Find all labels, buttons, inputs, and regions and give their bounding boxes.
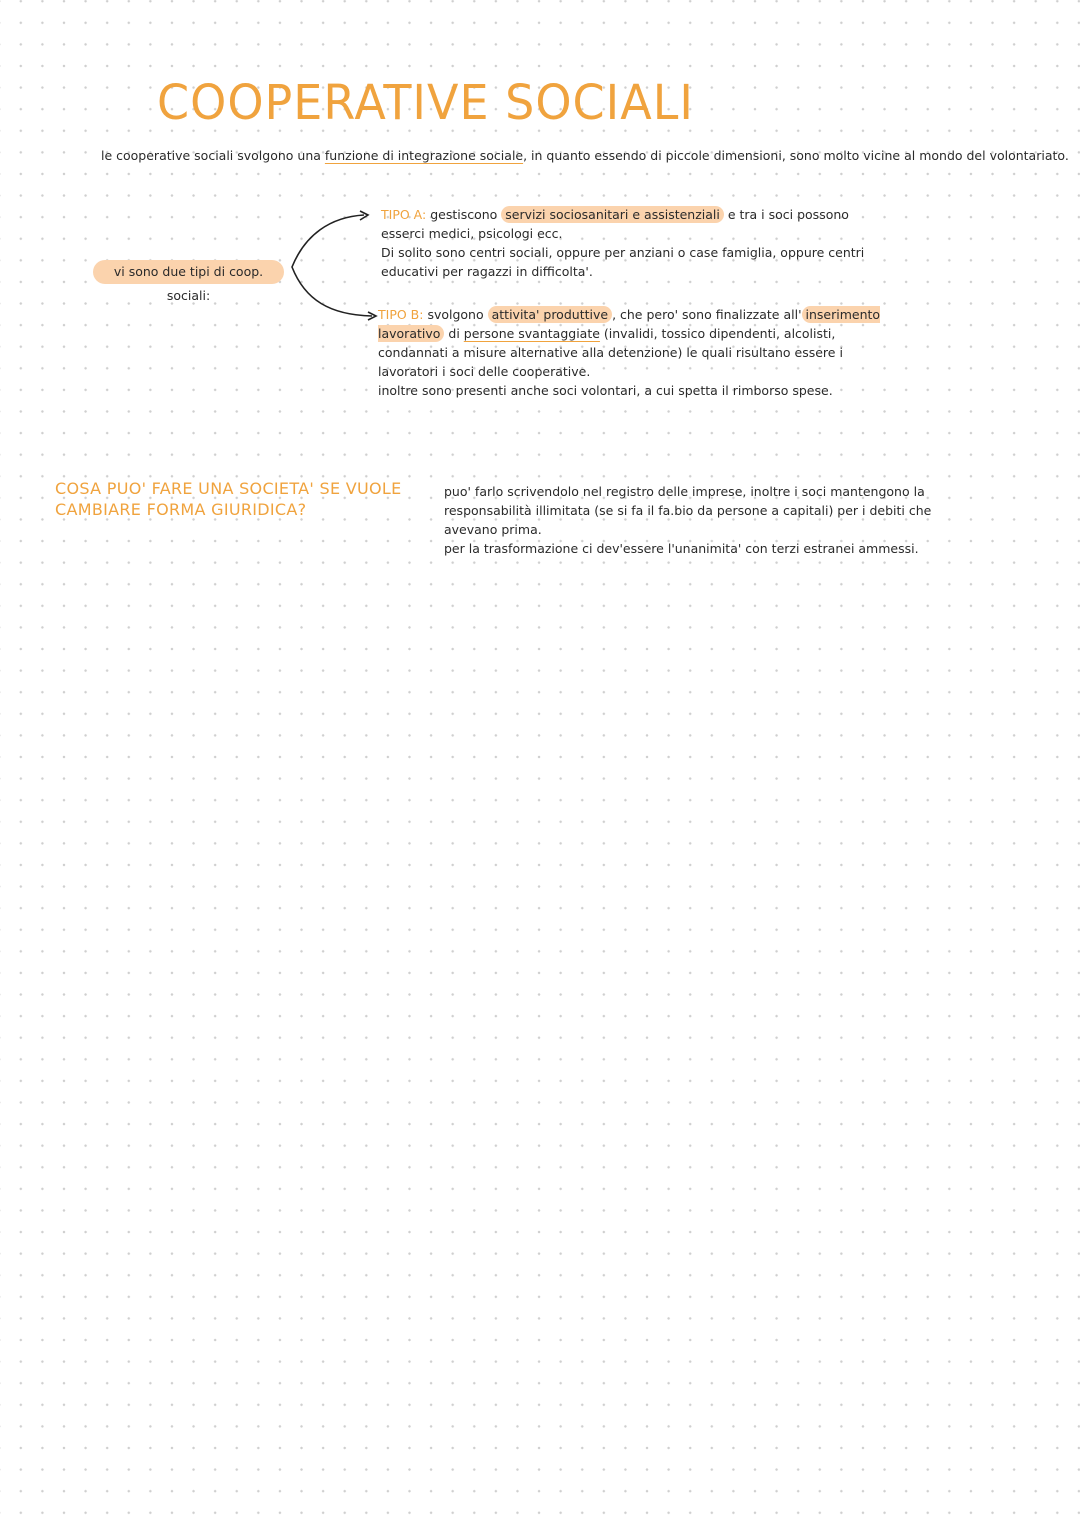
types-label: vi sono due tipi di coop. sociali:: [93, 260, 284, 284]
answer-paragraph-1: puo' farlo scrivendolo nel registro delle imprese, inoltre i soci mantengono la responsabilità illimitata (se si fa il fa.bio da persone a capitali) per i debiti che avevano prima.: [444, 484, 932, 537]
tipo-b-text-2: , che pero' sono finalizzate all': [612, 307, 802, 322]
tipo-b-text-3: di: [444, 326, 464, 341]
tipo-b-label: TIPO B:: [378, 307, 424, 322]
tipo-a-text-2: e tra i soci possono esserci medici, psicologi ecc.: [381, 207, 849, 241]
intro-paragraph: [101, 146, 1069, 165]
page-title: COOPERATIVE SOCIALI: [157, 73, 694, 131]
tipo-b-block: [378, 305, 888, 400]
tipo-b-paragraph: [378, 305, 888, 381]
tipo-a-label: TIPO A:: [381, 207, 427, 222]
tipo-b-text-1: svolgono: [423, 307, 488, 322]
answer-block: [444, 482, 954, 558]
answer-paragraph-2: per la trasformazione ci dev'essere l'unanimita' con terzi estranei ammessi.: [444, 541, 919, 556]
tipo-b-paragraph-2: inoltre sono presenti anche soci volontari, a cui spetta il rimborso spese.: [378, 383, 833, 398]
tipo-a-highlight: servizi sociosanitari e assistenziali: [501, 206, 724, 223]
tipo-b-text-4: (invalidi, tossico dipendenti, alcolisti, condannati a misure alternative alla detenzione) le quali risultano essere i lavoratori i soci delle cooperative.: [378, 326, 843, 379]
intro-underlined-term: funzione di integrazione sociale: [324, 148, 524, 163]
intro-text-start: le cooperative sociali svolgono una: [101, 148, 325, 163]
branch-arrows-icon: [280, 205, 390, 330]
tipo-b-highlight-2: inserimento lavorativo: [378, 307, 881, 341]
tipo-a-block: [381, 205, 891, 281]
question-heading: COSA PUO' FARE UNA SOCIETA' SE VUOLE CAMBIARE FORMA GIURIDICA?: [55, 479, 402, 519]
tipo-a-paragraph-2: Di solito sono centri sociali, oppure per anziani o case famiglia, oppure centri educativi per ragazzi in difficolta'.: [381, 245, 865, 279]
tipo-b-underlined: persone svantaggiate: [463, 326, 600, 341]
tipo-b-highlight-1: attivita' produttive: [488, 306, 612, 323]
tipo-a-paragraph: [381, 205, 891, 243]
tipo-a-text-1: gestiscono: [426, 207, 502, 222]
intro-text-end: , in quanto essendo di piccole dimensioni, sono molto vicine al mondo del volontariato.: [523, 148, 1069, 163]
